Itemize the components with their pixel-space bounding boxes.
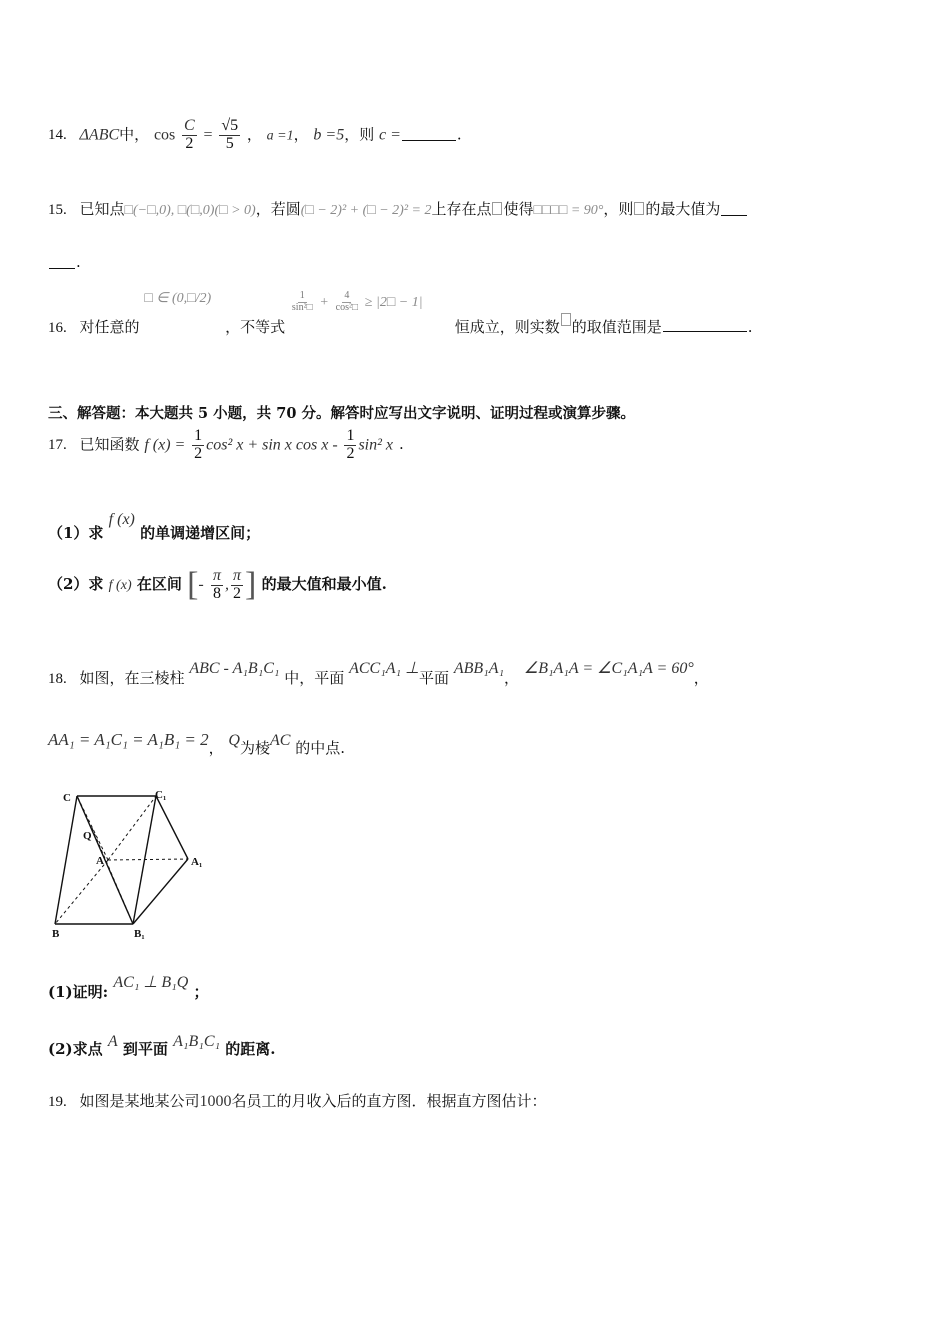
text: 平面 [419,669,450,687]
text: . [399,435,404,454]
question-number: 15. [48,202,67,218]
text: ，则 [603,200,634,218]
fraction-1-over-sin2 [292,291,313,313]
rhs: ≥ |2□ − 1| [364,295,423,310]
text: . [456,125,462,144]
label-q: Q [83,830,92,842]
plus: + [319,295,329,310]
b-value: b =5 [313,126,345,144]
text: 使得 [503,200,534,218]
q-label: Q [228,732,240,749]
point-a: A [107,1033,118,1050]
numerator: 1 [194,427,203,444]
prism-figure [46,782,221,947]
text: ， [246,125,262,144]
text: 中， [119,125,150,144]
cos-label: cos [153,126,176,144]
fraction-half-2 [344,428,356,463]
edge-b1-a1 [133,859,188,924]
numerator: C [184,117,195,134]
fx: f (x) [108,511,135,528]
fraction-half [192,428,204,463]
equals: = [203,126,213,144]
function-label: f (x) = [144,436,186,454]
denominator: 8 [212,584,221,602]
ac-label: AC [270,732,291,749]
text: . [747,318,753,336]
question-18 [48,658,709,688]
text: ，则 [344,125,375,144]
question-14 [48,118,462,153]
fraction-c-over-2 [182,118,197,153]
denominator: 2 [233,584,241,602]
text: 的距离. [225,1040,276,1058]
text: 中，平面 [284,669,345,687]
bracket-right: ] [245,566,257,603]
points-math: □(−□,0), □(□,0)(□ > 0) [124,203,256,218]
minus: - [198,576,204,593]
part-label: (2)求点 [48,1040,103,1058]
text: 的最大值为 [645,200,721,218]
question-15 [48,198,748,219]
edge-a-c1 [108,796,156,860]
part-label: （1）求 [48,524,104,542]
text: ， [208,739,224,757]
numerator: π [212,566,221,584]
text: 名员工的月收入后的直方图．根据直方图估计： [231,1092,547,1110]
edge-a-a1 [108,859,188,860]
employee-count: 1000 [199,1093,232,1110]
plane-a1b1c1: A₁B₁C₁ [173,1033,221,1050]
a-value: a =1 [266,128,294,144]
text: 的最大值和最小值. [261,575,387,593]
denominator: 2 [194,444,203,462]
text: 到平面 [122,1040,168,1058]
edge-lengths: AA₁ = A₁C₁ = A₁B₁ = 2 [48,730,209,749]
fraction-sqrt5-over-5 [219,118,240,153]
text: 已知函数 [79,435,140,454]
part-label: (1)证明: [48,983,109,1001]
text: ，不等式 [225,318,286,336]
text: ， [293,125,309,144]
edge-c-b [55,796,77,924]
text: ， [693,669,709,687]
text: 的取值范围是 [571,318,662,336]
text: ； [193,983,209,1001]
text: 如图是某地某公司 [79,1092,200,1110]
answer-blank [721,201,747,216]
question-number: 18. [48,671,67,687]
label-a1: A₁ [191,856,203,868]
text: 的中点. [295,739,346,757]
edge-c-b1 [77,796,133,924]
question-18-line2 [48,730,345,758]
domain-math: □ ∈ (0,□/2) [144,291,212,306]
question-17 [48,428,404,463]
q18-part1 [48,972,209,1002]
text: 的单调递增区间； [140,524,261,542]
answer-blank [402,126,456,141]
text: 对任意的 [79,318,140,336]
placeholder-symbol [634,202,644,215]
denominator: 5 [225,134,234,152]
angle-condition: ∠B₁A₁A = ∠C₁A₁A = 60° [523,660,694,677]
fx: f (x) [108,578,132,593]
fraction-pi-over-2 [231,568,243,603]
numerator: 4 [344,290,350,301]
question-number: 14. [48,127,67,144]
plane-2: ABB₁A₁ [453,660,505,677]
text: ，若圆 [255,200,301,218]
text: 如图，在三棱柱 [79,669,185,687]
denominator: sin²□ [291,301,313,313]
numerator: π [233,566,242,584]
text: 在区间 [136,575,182,593]
fraction-pi-over-8 [211,568,223,603]
text: 为棱 [239,739,270,757]
label-c: C [63,792,71,804]
comma: , [225,576,229,593]
text: ， [504,669,520,687]
q17-part2 [48,566,387,604]
numerator: √5 [221,117,239,134]
label-b: B [52,928,60,940]
inequality-math [290,291,450,313]
question-number: 17. [48,437,67,454]
text: 恒成立，则实数 [454,318,560,336]
label-c1: C₁ [155,789,167,801]
question-19 [48,1090,547,1111]
numerator: 1 [299,290,305,301]
placeholder-symbol [561,313,571,326]
function-terms: cos² x + sin x cos x - [206,436,338,454]
q18-part2 [48,1032,276,1059]
edge-c1-a1 [156,796,188,859]
bracket-left: [ [187,566,199,603]
angle-condition: □□□□ = 90° [533,203,604,218]
text: 上存在点 [431,200,492,218]
question-16 [48,290,753,337]
prism-label: ABC - A₁B₁C₁ [189,660,280,677]
numerator: 1 [346,427,355,444]
perpendicular-statement: AC₁ ⊥ B₁Q [113,974,189,991]
plane-1: ACC₁A₁ ⊥ [349,660,420,677]
label-b1: B₁ [134,928,145,940]
q17-part1 [48,510,260,543]
section-heading: 三、解答题：本大题共 5 小题，共 70 分。解答时应写出文字说明、证明过程或演算步骤。 [48,405,635,422]
placeholder-symbol [492,202,502,215]
question-15-continued [48,253,81,271]
denominator: 2 [346,444,355,462]
triangle-label: ΔABC [79,126,120,144]
text: 已知点 [79,200,125,218]
answer-blank [663,317,747,332]
label-a: A [96,855,104,867]
c-label: c = [379,126,401,144]
text: . [76,253,81,271]
circle-equation: (□ − 2)² + (□ − 2)² = 2 [300,203,432,218]
function-terms-2: sin² x [358,436,394,454]
fraction-4-over-cos2 [336,291,358,313]
question-number: 16. [48,320,67,336]
question-number: 19. [48,1094,67,1110]
denominator: cos²□ [335,301,359,313]
part-label: （2）求 [48,575,104,593]
answer-blank-continued [49,254,75,269]
edge-a-b [55,860,108,924]
denominator: 2 [185,134,194,152]
